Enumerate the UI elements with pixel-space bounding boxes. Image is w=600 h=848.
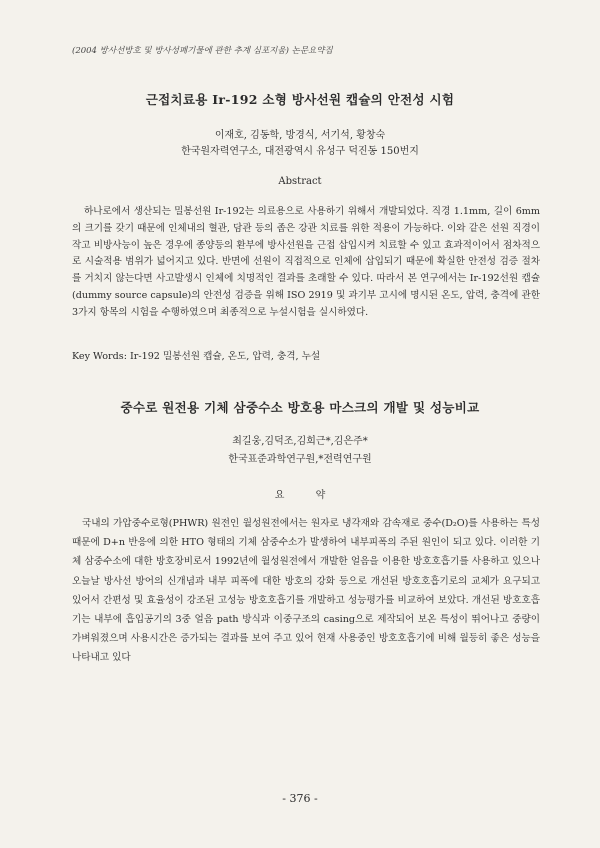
paper2-summary-heading: 요 약 (274, 490, 340, 501)
paper2-title: 중수로 원전용 기체 삼중수소 방호용 마스크의 개발 및 성능비교 (120, 400, 480, 415)
paper1-title: 근접치료용 Ir-192 소형 방사선원 캡슐의 안전성 시험 (145, 92, 455, 107)
paper1-affiliation: 한국원자력연구소, 대전광역시 유성구 덕진동 150번지 (181, 146, 419, 157)
paper2-summary (72, 514, 540, 668)
running-header: (2004 방사선방호 및 방사성폐기물에 관한 추계 심포지움) 논문요약집 (72, 46, 333, 56)
paper1-abstract (72, 204, 540, 322)
paper2-authors: 최길웅,김덕조,김희근*,김은주* (232, 436, 368, 447)
page-number: - 376 - (282, 792, 318, 805)
paper2-summary-text: 국내의 가압중수로형(PHWR) 원전인 월성원전에서는 원자로 냉각재와 감속재로 중수(D₂O)를 사용하는 특성 때문에 D+n 반응에 의한 HTO 형태의 기체 삼중수소가 발생하여 내부피폭의 주된 원인이 되고 있다. 이러한 기체 삼중수소에 대한 방호장비로서 1992년에 월성원전에서 개발한 얼음을 이용한 방호호흡기를 사용하고 있으나 오늘날 방사선 방어의 신개념과 내부 피폭에 대한 방호의 강화 등으로 개선된 방호호흡기로의 교체가 요구되고 있어서 간편성 및 효율성이 강조된 고성능 방호호흡기를 개발하고 성능평가를 비교하여 보았다. 개선된 방호호흡기는 내부에 흡입공기의 3중 얼음 path 방식과 이중구조의 casing으로 제작되어 보온 특성이 뛰어나고 중량이 가벼워졌으며 사용시간은 증가되는 결과를 보여 주고 있어 현재 사용중인 방호호흡기에 비해 월등히 좋은 성능을 나타내고 있다 (72, 518, 540, 664)
paper1-abstract-heading: Abstract (278, 176, 322, 187)
paper1-abstract-text: 하나로에서 생산되는 밀봉선원 Ir-192는 의료용으로 사용하기 위해서 개발되었다. 직경 1.1mm, 길이 6mm의 크기를 갖기 때문에 인체내의 혈관, 담관 등의 좁은 강관 치료를 위한 적용이 가능하다. 이와 같은 선원 직경이 작고 비방사능이 높은 경우에 종양등의 환부에 방사선원을 근접 삽입시켜 치료할 수 있고 효과적이어서 점차적으로 시술적용 범위가 넓어지고 있다. 반면에 선원이 직접적으로 인체에 삽입되기 때문에 확실한 안전성 검증 절차를 거치지 않는다면 사고발생시 인체에 치명적인 결과를 초래할 수 있다. 따라서 본 연구에서는 Ir-192선원 캡슐(dummy source capsule)의 안전성 검증을 위해 ISO 2919 및 과기부 고시에 명시된 온도, 압력, 충격에 관한 3가지 항목의 시험을 수행하였으며 최종적으로 누설시험을 실시하였다. (72, 206, 540, 318)
paper2-affiliation: 한국표준과학연구원,*전력연구원 (228, 454, 372, 465)
paper1-keywords: Key Words: Ir-192 밀봉선원 캡슐, 온도, 압력, 충격, 누설 (72, 351, 321, 362)
paper1-authors: 이재호, 김동학, 방경식, 서기석, 황창숙 (214, 130, 386, 141)
